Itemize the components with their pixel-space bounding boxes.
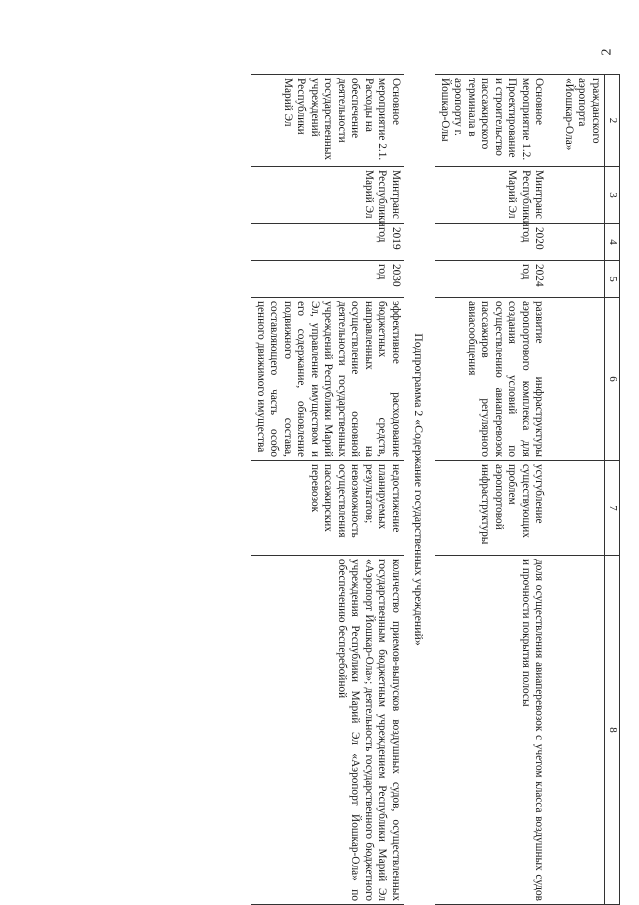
cell-indicator: доля осуществления авиаперевозок с учетом класса воздушных судов и прочности покрытия полосы xyxy=(436,556,560,905)
page-number: 2 xyxy=(599,48,615,56)
column-header: 2 xyxy=(605,75,620,167)
cell-event: гражданского аэропорта «Йошкар-Ола» xyxy=(560,75,605,167)
column-header: 8 xyxy=(605,556,620,905)
subprogram-title: Подпрограмма 2 «Содержание государственных учреждений» xyxy=(412,333,427,646)
cell-consequence xyxy=(560,461,605,556)
cell-executor: Минтранс Республики Марий Эл xyxy=(436,167,560,224)
column-header: 7 xyxy=(605,461,620,556)
column-header: 5 xyxy=(605,261,620,298)
column-number-row xyxy=(605,75,620,905)
cell-end: 2024 год xyxy=(436,261,560,298)
column-header: 6 xyxy=(605,298,620,461)
cell-indicator: количество приемов-выпусков воздушных судов, осуществленных государственным бюджетным учреждением Республики Марий Эл «Аэропорт Йошкар-Ола»; деятельность государственного бюджетного учреждения Республики Марий Эл «Аэропорт Йошкар-Ола» по обеспечению бесперебойной xyxy=(252,556,405,905)
cell-event: Основное мероприятие 2.1. Расходы на обеспечение деятельности государственных учреждений Республики Марий Эл xyxy=(252,75,405,167)
cell-end: 2030 год xyxy=(252,261,405,298)
cell-consequence: недостижение планируемых результатов; невозможность осуществления пассажирских перевозок xyxy=(252,461,405,556)
table-row xyxy=(560,75,605,905)
cell-end xyxy=(560,261,605,298)
column-header: 4 xyxy=(605,224,620,261)
cell-executor: Минтранс Республики Марий Эл xyxy=(252,167,405,224)
cell-result xyxy=(560,298,605,461)
cell-start: 2020 год xyxy=(436,224,560,261)
cell-start: 2019 год xyxy=(252,224,405,261)
column-header: 3 xyxy=(605,167,620,224)
program-table xyxy=(252,74,621,905)
cell-result: эффективное расходование бюджетных средств, направленных на осуществление основной деятельности государственных учреждений Республики Марий Эл, управление имуществом и его содержание, обновление подвижного состава, составляющего часть особо ценного движимого имущества xyxy=(252,298,405,461)
cell-consequence: усугубление существующих проблем аэропортовой инфраструктуры xyxy=(436,461,560,556)
table-row xyxy=(436,75,560,905)
cell-result: развитие инфраструктуры аэропортового комплекса для создания условий по осуществлению авиаперевозок пассажиров регулярного авиасообщения xyxy=(436,298,560,461)
subprogram-row xyxy=(404,75,436,905)
cell-start xyxy=(560,224,605,261)
table-row xyxy=(252,75,405,905)
cell-event: Основное мероприятие 1.2. Проектирование и строительство пассажирского терминала в аэропорту г. Йошкар-Олы xyxy=(436,75,560,167)
cell-indicator xyxy=(560,556,605,905)
cell-executor xyxy=(560,167,605,224)
rotated-table-area xyxy=(100,74,620,904)
